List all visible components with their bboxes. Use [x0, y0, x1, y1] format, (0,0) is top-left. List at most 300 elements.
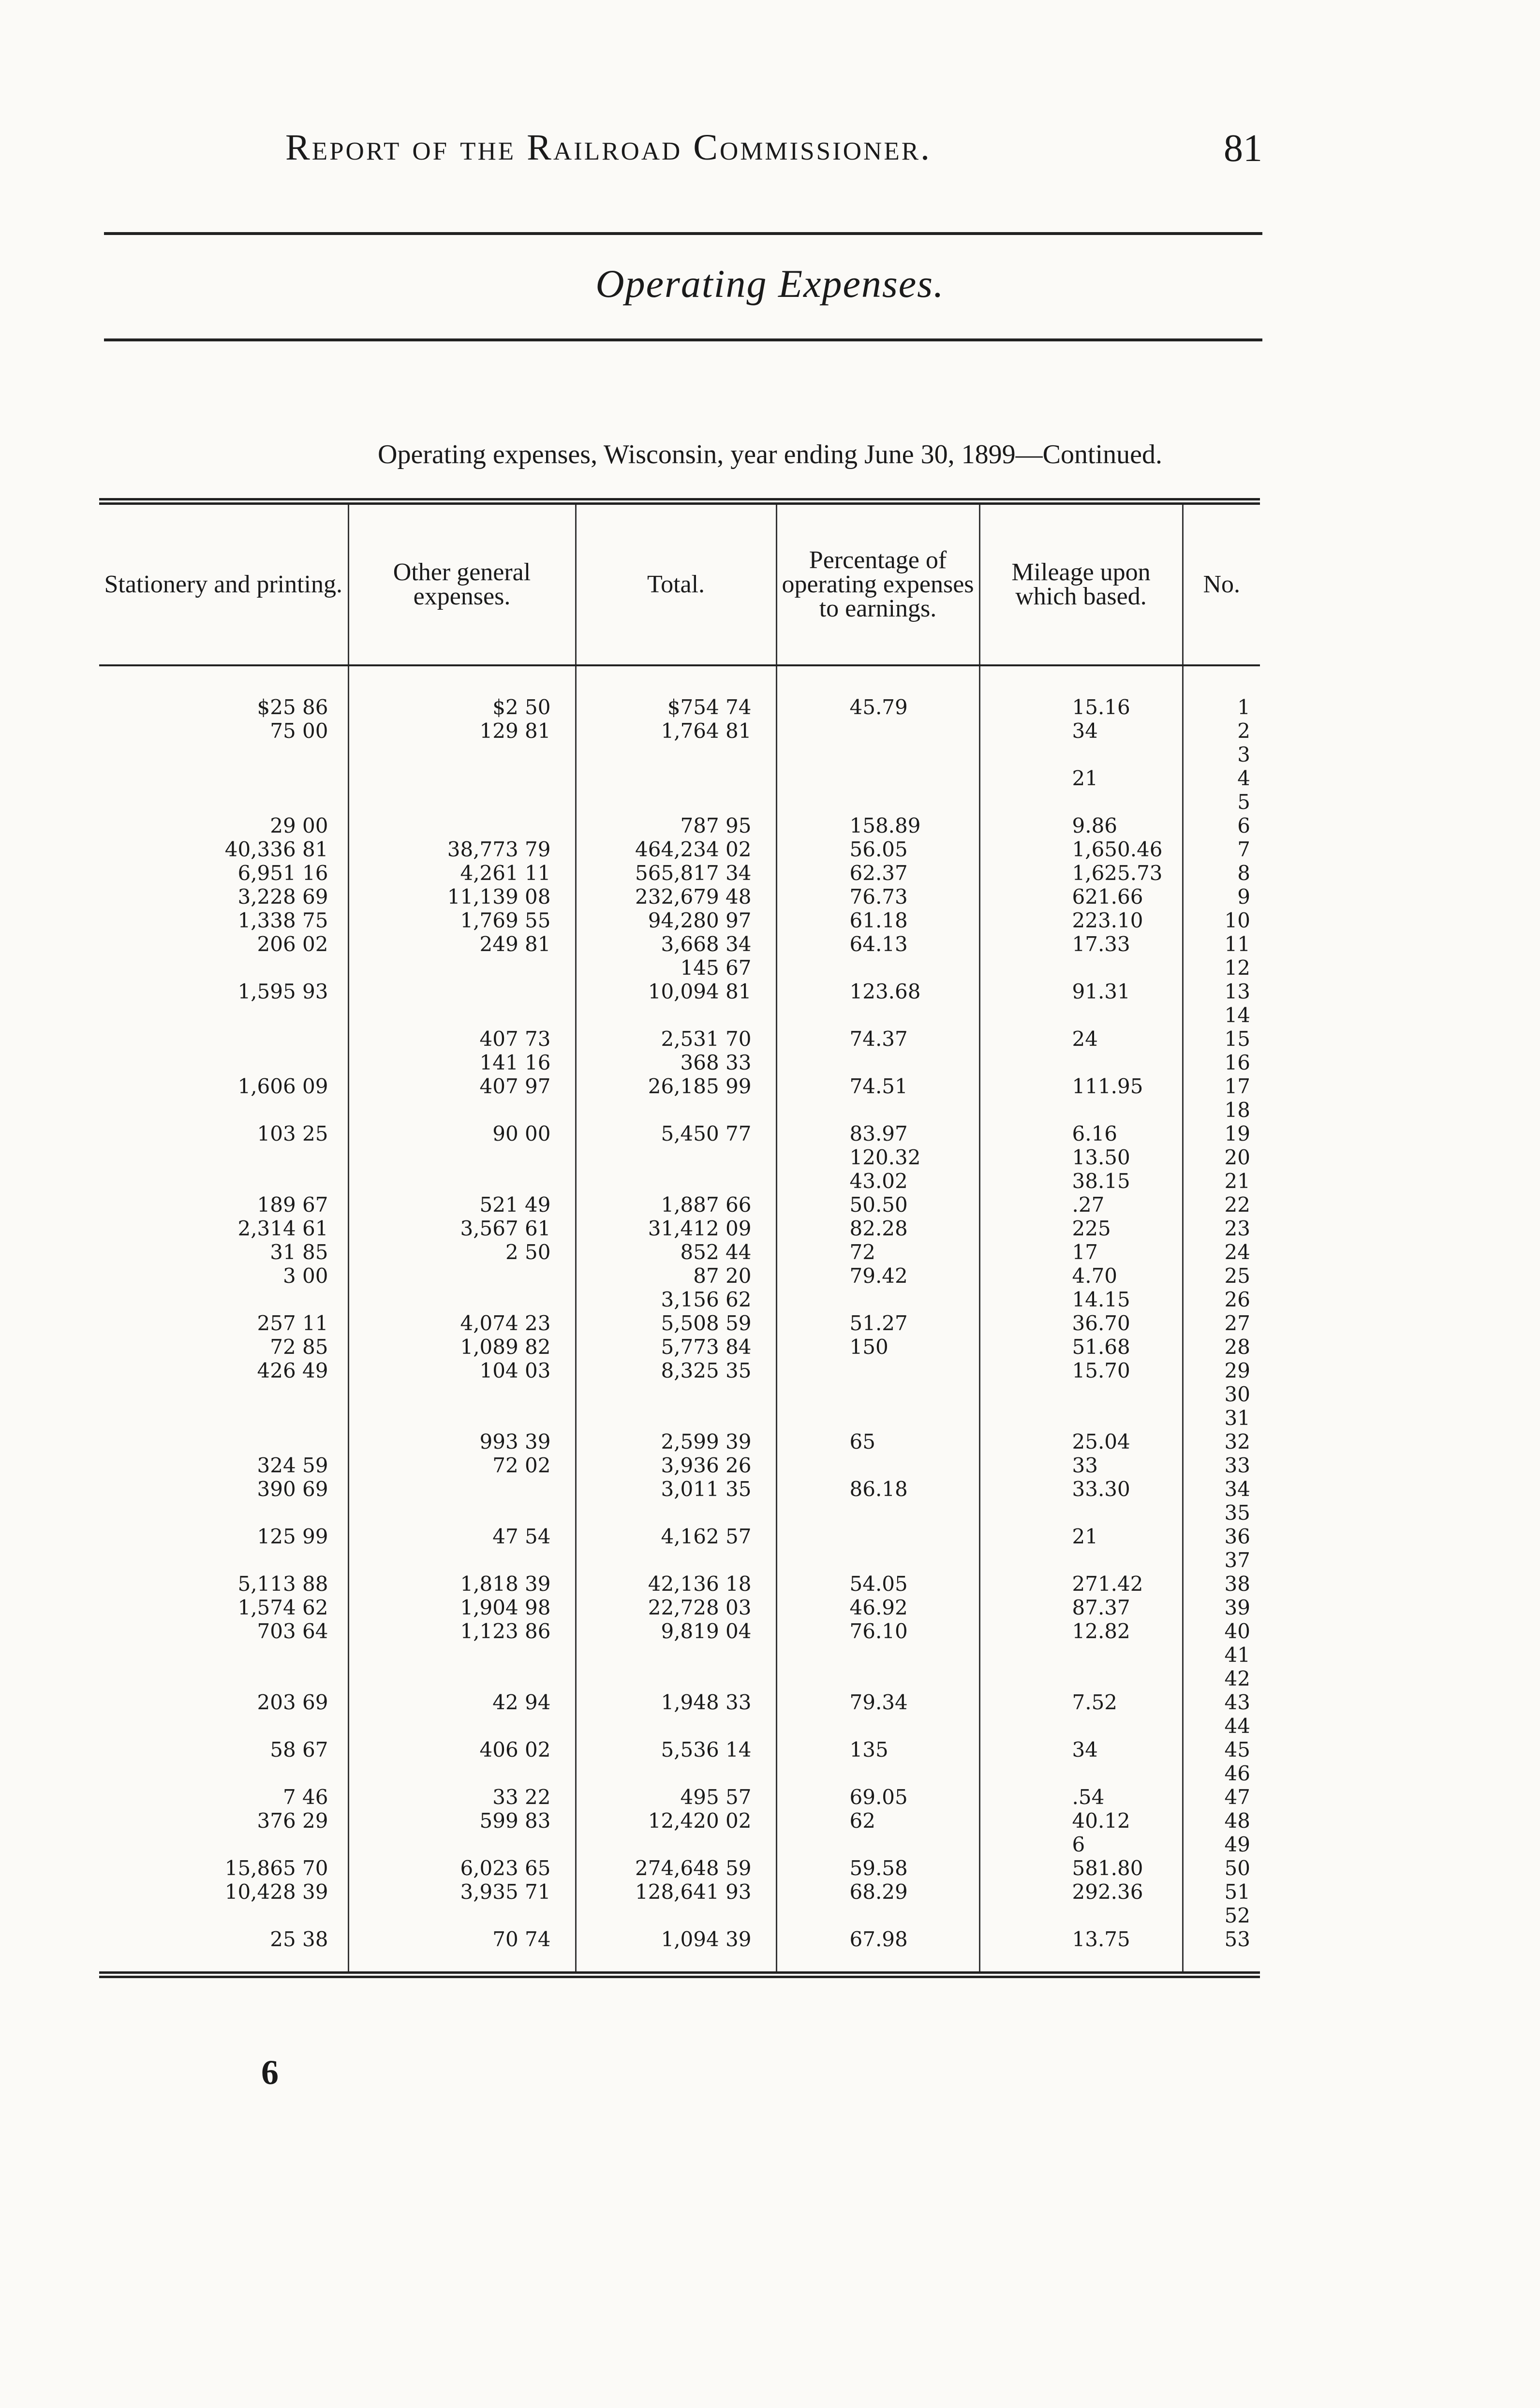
cell-total: 42,136 18	[576, 1572, 776, 1596]
cell-other-general	[348, 766, 576, 790]
cell-stationery: 703 64	[257, 1619, 328, 1643]
section-title: Operating Expenses.	[595, 262, 945, 306]
table-row	[99, 1074, 1260, 1098]
table-row	[99, 1454, 1260, 1477]
cell-stationery	[99, 1145, 348, 1169]
cell-other-general: 1,089 82	[348, 1335, 576, 1359]
cell-other-general	[348, 1477, 576, 1501]
cell-row-number: 10	[1183, 909, 1260, 932]
cell-stationery: 75 00	[270, 719, 328, 743]
cell-row-number: 25	[1183, 1264, 1260, 1288]
column-header-percentage: Percentage of operating expenses to earnings.	[776, 501, 979, 665]
table-caption: Operating expenses, Wisconsin, year ending June 30, 1899—Continued.	[378, 440, 1162, 470]
cell-other-general: 3,567 61	[348, 1217, 576, 1240]
cell-percentage	[776, 1288, 979, 1311]
table-row	[99, 1003, 1260, 1027]
cell-percentage: 158.89	[776, 814, 979, 837]
cell-total: 2,599 39	[576, 1430, 776, 1454]
cell-percentage: 150	[776, 1335, 979, 1359]
cell-other-general	[348, 1833, 576, 1856]
cell-mileage	[979, 1548, 1183, 1572]
cell-stationery	[99, 1406, 348, 1430]
column-header-no: No.	[1183, 501, 1260, 665]
cell-mileage: 12.82	[979, 1619, 1183, 1643]
cell-row-number: 35	[1183, 1501, 1260, 1525]
cell-percentage: 76.73	[776, 885, 979, 909]
cell-other-general	[348, 1762, 576, 1785]
table-row	[99, 1288, 1260, 1311]
cell-percentage	[776, 1548, 979, 1572]
cell-stationery: $25 86	[257, 695, 328, 719]
cell-percentage: 135	[776, 1738, 979, 1762]
cell-total: 1,094 39	[576, 1927, 776, 1951]
cell-stationery: 29 00	[270, 814, 328, 837]
table-row	[99, 1619, 1260, 1643]
cell-mileage: 24	[979, 1027, 1183, 1051]
cell-mileage: 38.15	[979, 1169, 1183, 1193]
cell-stationery	[99, 956, 348, 980]
table-row	[99, 1359, 1260, 1382]
cell-other-general: 90 00	[348, 1122, 576, 1145]
table-spacer-row	[99, 665, 1260, 695]
cell-other-general	[348, 790, 576, 814]
cell-mileage	[979, 1762, 1183, 1785]
cell-other-general: 1,769 55	[348, 909, 576, 932]
cell-row-number: 23	[1183, 1217, 1260, 1240]
cell-row-number: 19	[1183, 1122, 1260, 1145]
cell-stationery: 3,228 69	[237, 885, 328, 909]
cell-total: 1,887 66	[576, 1193, 776, 1217]
cell-percentage: 46.92	[776, 1596, 979, 1619]
cell-percentage: 79.42	[776, 1264, 979, 1288]
cell-stationery: 1,574 62	[237, 1596, 328, 1619]
table-row	[99, 1738, 1260, 1762]
cell-percentage: 62	[776, 1809, 979, 1833]
cell-row-number: 22	[1183, 1193, 1260, 1217]
cell-percentage	[776, 1643, 979, 1667]
cell-percentage	[776, 766, 979, 790]
cell-stationery: 324 59	[257, 1454, 328, 1477]
table-row	[99, 1264, 1260, 1288]
cell-row-number: 5	[1183, 790, 1260, 814]
cell-mileage: 7.52	[979, 1690, 1183, 1714]
cell-mileage: 40.12	[979, 1809, 1183, 1833]
cell-mileage	[979, 1382, 1183, 1406]
cell-total	[576, 1382, 776, 1406]
cell-mileage: 51.68	[979, 1335, 1183, 1359]
cell-total	[576, 743, 776, 766]
table-row	[99, 1596, 1260, 1619]
cell-percentage	[776, 1762, 979, 1785]
table-row	[99, 1335, 1260, 1359]
cell-mileage: 1,650.46	[979, 837, 1183, 861]
cell-total: 3,156 62	[576, 1288, 776, 1311]
cell-percentage: 74.51	[776, 1074, 979, 1098]
cell-other-general	[348, 1904, 576, 1927]
table-row	[99, 1548, 1260, 1572]
cell-percentage: 65	[776, 1430, 979, 1454]
cell-row-number: 18	[1183, 1098, 1260, 1122]
section-rule	[104, 338, 1262, 341]
cell-total: 12,420 02	[576, 1809, 776, 1833]
table-row	[99, 932, 1260, 956]
cell-stationery: 31 85	[270, 1240, 328, 1264]
column-header-other-general: Other general expenses.	[348, 501, 576, 665]
cell-row-number: 17	[1183, 1074, 1260, 1098]
cell-row-number: 20	[1183, 1145, 1260, 1169]
cell-percentage	[776, 1359, 979, 1382]
cell-row-number: 8	[1183, 861, 1260, 885]
cell-stationery: 15,865 70	[224, 1856, 328, 1880]
cell-percentage: 72	[776, 1240, 979, 1264]
cell-other-general: 1,818 39	[348, 1572, 576, 1596]
cell-percentage: 79.34	[776, 1690, 979, 1714]
cell-row-number: 45	[1183, 1738, 1260, 1762]
cell-other-general	[348, 743, 576, 766]
cell-mileage: 111.95	[979, 1074, 1183, 1098]
cell-stationery	[99, 1051, 348, 1074]
operating-expenses-table	[99, 498, 1260, 1978]
cell-total	[576, 1145, 776, 1169]
cell-mileage	[979, 956, 1183, 980]
cell-percentage: 74.37	[776, 1027, 979, 1051]
cell-percentage: 64.13	[776, 932, 979, 956]
cell-other-general: 993 39	[348, 1430, 576, 1454]
cell-row-number: 13	[1183, 980, 1260, 1003]
table-row	[99, 861, 1260, 885]
column-header-stationery: Stationery and printing.	[99, 501, 348, 665]
cell-total: 5,508 59	[576, 1311, 776, 1335]
cell-stationery: 257 11	[257, 1311, 328, 1335]
table-row	[99, 980, 1260, 1003]
cell-mileage: 33	[979, 1454, 1183, 1477]
page-number: 81	[1224, 127, 1262, 170]
cell-stationery	[99, 1430, 348, 1454]
cell-stationery	[99, 1288, 348, 1311]
table-row	[99, 1667, 1260, 1690]
cell-row-number: 30	[1183, 1382, 1260, 1406]
cell-mileage	[979, 1667, 1183, 1690]
cell-stationery: 3 00	[282, 1264, 328, 1288]
table-row	[99, 1809, 1260, 1833]
cell-mileage: 4.70	[979, 1264, 1183, 1288]
cell-other-general: $2 50	[348, 695, 576, 719]
cell-percentage	[776, 1833, 979, 1856]
cell-row-number: 47	[1183, 1785, 1260, 1809]
cell-stationery: 125 99	[257, 1525, 328, 1548]
table-row	[99, 1477, 1260, 1501]
cell-total: 3,668 34	[576, 932, 776, 956]
cell-row-number: 14	[1183, 1003, 1260, 1027]
folio-mark: 6	[261, 2053, 279, 2092]
cell-stationery	[99, 1169, 348, 1193]
cell-total: 5,536 14	[576, 1738, 776, 1762]
cell-row-number: 4	[1183, 766, 1260, 790]
cell-mileage: 36.70	[979, 1311, 1183, 1335]
table-row	[99, 1927, 1260, 1951]
cell-stationery: 10,428 39	[224, 1880, 328, 1904]
cell-mileage: 15.16	[979, 695, 1183, 719]
cell-mileage	[979, 1904, 1183, 1927]
cell-stationery: 7 46	[282, 1785, 328, 1809]
cell-other-general: 3,935 71	[348, 1880, 576, 1904]
table-row	[99, 909, 1260, 932]
cell-stationery	[99, 1382, 348, 1406]
cell-row-number: 16	[1183, 1051, 1260, 1074]
table-row	[99, 1904, 1260, 1927]
cell-stationery: 376 29	[257, 1809, 328, 1833]
cell-row-number: 52	[1183, 1904, 1260, 1927]
cell-total: 22,728 03	[576, 1596, 776, 1619]
cell-mileage	[979, 743, 1183, 766]
cell-other-general: 47 54	[348, 1525, 576, 1548]
cell-total: 2,531 70	[576, 1027, 776, 1051]
cell-row-number: 41	[1183, 1643, 1260, 1667]
table-row	[99, 1525, 1260, 1548]
cell-total: 5,450 77	[576, 1122, 776, 1145]
table-row	[99, 1643, 1260, 1667]
table-row	[99, 1382, 1260, 1406]
cell-mileage: 6	[979, 1833, 1183, 1856]
cell-stationery	[99, 1098, 348, 1122]
cell-total	[576, 1548, 776, 1572]
table-row	[99, 1690, 1260, 1714]
cell-mileage: 1,625.73	[979, 861, 1183, 885]
cell-row-number: 28	[1183, 1335, 1260, 1359]
cell-row-number: 7	[1183, 837, 1260, 861]
cell-stationery: 390 69	[257, 1477, 328, 1501]
table-row	[99, 1311, 1260, 1335]
cell-other-general	[348, 1643, 576, 1667]
cell-other-general	[348, 980, 576, 1003]
cell-stationery	[99, 1003, 348, 1027]
cell-mileage: 292.36	[979, 1880, 1183, 1904]
cell-row-number: 6	[1183, 814, 1260, 837]
cell-percentage: 68.29	[776, 1880, 979, 1904]
cell-mileage	[979, 1003, 1183, 1027]
table-row	[99, 1027, 1260, 1051]
cell-other-general: 42 94	[348, 1690, 576, 1714]
cell-stationery: 1,595 93	[237, 980, 328, 1003]
cell-other-general: 249 81	[348, 932, 576, 956]
table-row	[99, 1572, 1260, 1596]
cell-mileage	[979, 790, 1183, 814]
cell-other-general: 11,139 08	[348, 885, 576, 909]
cell-percentage: 50.50	[776, 1193, 979, 1217]
cell-total: 87 20	[576, 1264, 776, 1288]
cell-stationery	[99, 766, 348, 790]
cell-mileage	[979, 1714, 1183, 1738]
cell-mileage: 13.50	[979, 1145, 1183, 1169]
cell-stationery	[99, 1762, 348, 1785]
cell-total: 31,412 09	[576, 1217, 776, 1240]
cell-total: 852 44	[576, 1240, 776, 1264]
cell-other-general	[348, 1003, 576, 1027]
table-row	[99, 956, 1260, 980]
table-row	[99, 1833, 1260, 1856]
cell-total	[576, 1904, 776, 1927]
cell-row-number: 36	[1183, 1525, 1260, 1548]
cell-other-general: 521 49	[348, 1193, 576, 1217]
cell-row-number: 1	[1183, 695, 1260, 719]
cell-percentage	[776, 1003, 979, 1027]
cell-total: 368 33	[576, 1051, 776, 1074]
cell-other-general: 406 02	[348, 1738, 576, 1762]
cell-stationery: 189 67	[257, 1193, 328, 1217]
table-row	[99, 837, 1260, 861]
cell-percentage: 86.18	[776, 1477, 979, 1501]
cell-stationery	[99, 1833, 348, 1856]
cell-row-number: 51	[1183, 1880, 1260, 1904]
cell-mileage: .27	[979, 1193, 1183, 1217]
cell-mileage	[979, 1406, 1183, 1430]
cell-total	[576, 1833, 776, 1856]
cell-row-number: 12	[1183, 956, 1260, 980]
cell-other-general: 104 03	[348, 1359, 576, 1382]
cell-mileage: 17.33	[979, 932, 1183, 956]
cell-total: 10,094 81	[576, 980, 776, 1003]
cell-other-general: 33 22	[348, 1785, 576, 1809]
cell-row-number: 42	[1183, 1667, 1260, 1690]
cell-percentage	[776, 956, 979, 980]
cell-total: 274,648 59	[576, 1856, 776, 1880]
cell-mileage: 223.10	[979, 909, 1183, 932]
cell-row-number: 49	[1183, 1833, 1260, 1856]
cell-stationery: 5,113 88	[237, 1572, 328, 1596]
cell-percentage: 76.10	[776, 1619, 979, 1643]
cell-mileage: 6.16	[979, 1122, 1183, 1145]
cell-percentage: 54.05	[776, 1572, 979, 1596]
cell-percentage	[776, 719, 979, 743]
cell-mileage	[979, 1098, 1183, 1122]
cell-mileage: 271.42	[979, 1572, 1183, 1596]
cell-row-number: 50	[1183, 1856, 1260, 1880]
cell-stationery: 2,314 61	[237, 1217, 328, 1240]
cell-mileage	[979, 1501, 1183, 1525]
cell-percentage	[776, 1406, 979, 1430]
cell-mileage: 15.70	[979, 1359, 1183, 1382]
table-row	[99, 1145, 1260, 1169]
cell-total	[576, 790, 776, 814]
running-title: Report of the Railroad Commissioner.	[285, 127, 932, 168]
cell-stationery	[99, 1904, 348, 1927]
cell-mileage: .54	[979, 1785, 1183, 1809]
cell-mileage: 21	[979, 1525, 1183, 1548]
cell-total: 145 67	[576, 956, 776, 980]
cell-mileage: 9.86	[979, 814, 1183, 837]
table-header-row	[99, 501, 1260, 665]
cell-total: 8,325 35	[576, 1359, 776, 1382]
cell-other-general: 70 74	[348, 1927, 576, 1951]
cell-stationery: 40,336 81	[224, 837, 328, 861]
table-row	[99, 1240, 1260, 1264]
cell-total: 5,773 84	[576, 1335, 776, 1359]
cell-percentage: 61.18	[776, 909, 979, 932]
cell-other-general: 141 16	[348, 1051, 576, 1074]
cell-total: 787 95	[576, 814, 776, 837]
cell-percentage	[776, 1667, 979, 1690]
cell-row-number: 11	[1183, 932, 1260, 956]
cell-row-number: 48	[1183, 1809, 1260, 1833]
cell-percentage	[776, 743, 979, 766]
cell-other-general	[348, 1406, 576, 1430]
cell-mileage: 17	[979, 1240, 1183, 1264]
cell-total	[576, 1501, 776, 1525]
cell-row-number: 3	[1183, 743, 1260, 766]
cell-other-general	[348, 1667, 576, 1690]
cell-stationery	[99, 1643, 348, 1667]
cell-total: 128,641 93	[576, 1880, 776, 1904]
cell-percentage	[776, 1382, 979, 1406]
cell-total: $754 74	[576, 695, 776, 719]
cell-total	[576, 1406, 776, 1430]
cell-row-number: 27	[1183, 1311, 1260, 1335]
cell-row-number: 33	[1183, 1454, 1260, 1477]
cell-total: 1,764 81	[576, 719, 776, 743]
table-row	[99, 885, 1260, 909]
cell-total: 232,679 48	[576, 885, 776, 909]
cell-row-number: 9	[1183, 885, 1260, 909]
column-header-mileage: Mileage upon which based.	[979, 501, 1183, 665]
cell-percentage: 67.98	[776, 1927, 979, 1951]
cell-row-number: 38	[1183, 1572, 1260, 1596]
cell-stationery	[99, 1501, 348, 1525]
cell-row-number: 44	[1183, 1714, 1260, 1738]
page-header	[285, 127, 1262, 175]
cell-other-general	[348, 1145, 576, 1169]
cell-mileage: 34	[979, 719, 1183, 743]
table-row	[99, 1217, 1260, 1240]
cell-total: 1,948 33	[576, 1690, 776, 1714]
cell-total: 9,819 04	[576, 1619, 776, 1643]
cell-total	[576, 1643, 776, 1667]
cell-other-general	[348, 1714, 576, 1738]
cell-percentage: 62.37	[776, 861, 979, 885]
table-row	[99, 1880, 1260, 1904]
cell-total: 26,185 99	[576, 1074, 776, 1098]
cell-other-general	[348, 1288, 576, 1311]
cell-mileage: 621.66	[979, 885, 1183, 909]
cell-mileage	[979, 1051, 1183, 1074]
cell-other-general	[348, 1382, 576, 1406]
table-row	[99, 1785, 1260, 1809]
cell-row-number: 21	[1183, 1169, 1260, 1193]
cell-stationery	[99, 743, 348, 766]
cell-stationery: 6,951 16	[237, 861, 328, 885]
cell-percentage	[776, 1051, 979, 1074]
table-row	[99, 1051, 1260, 1074]
table-row	[99, 814, 1260, 837]
cell-stationery: 25 38	[270, 1927, 328, 1951]
cell-total	[576, 1714, 776, 1738]
cell-stationery: 72 85	[270, 1335, 328, 1359]
cell-percentage	[776, 1501, 979, 1525]
cell-other-general: 6,023 65	[348, 1856, 576, 1880]
table-row	[99, 743, 1260, 766]
cell-percentage: 120.32	[776, 1145, 979, 1169]
cell-other-general: 72 02	[348, 1454, 576, 1477]
cell-total	[576, 1003, 776, 1027]
cell-other-general	[348, 956, 576, 980]
cell-stationery: 1,606 09	[237, 1074, 328, 1098]
cell-mileage: 21	[979, 766, 1183, 790]
cell-mileage: 87.37	[979, 1596, 1183, 1619]
cell-other-general	[348, 814, 576, 837]
cell-stationery: 1,338 75	[237, 909, 328, 932]
table-footer-row	[99, 1951, 1260, 1975]
cell-mileage	[979, 1643, 1183, 1667]
cell-total: 4,162 57	[576, 1525, 776, 1548]
